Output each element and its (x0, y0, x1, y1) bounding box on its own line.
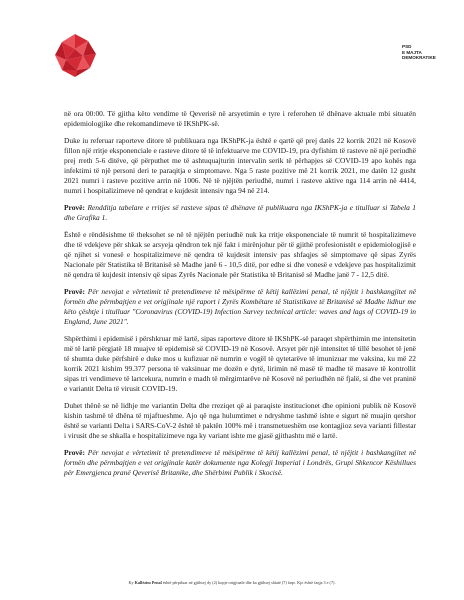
evidence-note-2 (64, 287, 416, 327)
paragraph-4: Shpërthimi i epidemisë i përshkruar më lartë, sipas raporteve ditore të IKShPK-së paraqet shpërthimin me intensitetin më të lartë përgjatë 18 muajve të epidemisë së COVID-19 në Kosovë. Arsyet për një intensitet të tillë besohet të jenë të shumta duke përfshirë e duke mos u kufizuar në numrin e vogël të qytetarëve të imunizuar me vaksina, ku më 22 korrik 2021 kishim 99.377 persona të vaksinuar me dozën e dytë, lirimin në masë të madhe të masave të kontrollit sipas tri vendimeve të lartcekura, numrin e madh të mërgimtarëve në Kosovë në periudhën në fjalë, si dhe vet praninë e variantit Delta të virusit COVID-19. (64, 334, 416, 393)
party-name-line-2: E MAJTA (402, 49, 422, 55)
party-name-line-1: PSD (402, 44, 412, 49)
party-name-line-3: DEMOKRATIKE (402, 55, 436, 61)
paragraph-1: në ora 00:00. Të gjitha këto vendime të Qeverisë në arsyetimin e tyre i referohen të dhënave aktuale mbi situatën epidemiologjike dhe rekomandimeve të IKShPK-së. (64, 109, 416, 128)
evidence-text: Për nevojat e vërtetimit të pretendimeve të mësipërme të këtij kallëzimi penal, të njëjtit i bashkangjitet në formën dhe përmbajtjen e vet origjinale katër dokumente nga Kolegji Imperial i Londrës, Grupi Shkencor Këshillues për Emergjenca pranë Qeverisë Britanike, dhe Shërbimi Publik i Skocisë. (64, 448, 416, 477)
footer-suffix: është përpiluar në gjithsej dy (2) kopje origjinale dhe ka gjithsej shtatë (7) faqe. Kjo është faqja 3 e (7). (161, 580, 336, 585)
footer-document-type: Kallëzim Penal (134, 580, 162, 585)
party-name (402, 44, 436, 61)
evidence-label: Provë: (64, 448, 85, 457)
paragraph-2: Duke iu referuar raporteve ditore të publikuara nga IKShPK-ja është e qartë që prej datës 22 korrik 2021 në Kosovë fillon një rritje eksponenciale e rasteve ditore të të infektuarve me COVID-19, pra dyfishim të rasteve në një periudhë prej rreth 5-6 ditëve, që përputhet me të ashtuquajturin intervalin serik të përhapjes së COVID-19 apo kohës nga infektimi të një personi deri te paraqitja e simptomave. Nga 5 raste pozitive më 21 korrik 2021, me datën 12 gusht 2021 numri i rasteve pozitive arrin në 1006. Në të njëjtën periudhë, numri i rasteve aktive nga 114 arrin në 4414, numri i hospitalizimeve në qendrat e kujdesit intensiv nga 94 në 214. (64, 136, 416, 195)
evidence-note-1 (64, 203, 416, 223)
evidence-label: Provë: (64, 287, 85, 296)
evidence-label: Provë: (64, 203, 85, 212)
footer-prefix: Ky (128, 580, 135, 585)
document-body (64, 109, 416, 485)
evidence-note-3 (64, 448, 416, 478)
paragraph-3: Është e rëndësishme të theksohet se në të njëjtën periudhë nuk ka rritje eksponenciale të numrit të hospitalizimeve dhe të vdekjeve për shkak se arsyeja qëndron tek një fakt i mirënjohur për të gjithë profesionistët e epidemiologjisë e që njihet si vonesë e hospitalizimeve në qendra të kujdesit intensiv pas shfaqjes së simptomave që sipas Zyrës Nacionale për Statistika të Britanisë së Madhe janë 6 - 10,5 ditë, por edhe si dhe vonesë e vdekjeve pas hospitalizimit në qendra të kujdesit intensiv që sipas Zyrës Nacionale për Statistika të Britanisë së Madhe janë 7 - 12,5 ditë. (64, 230, 416, 279)
paragraph-5: Duhet thënë se në lidhje me variantin Delta dhe rreziqet që ai paraqiste institucionet dhe opinioni publik në Kosovë kishin tashmë të dhëna të mjaftueshme. Ajo që nga hulumtimet e ndryshme tashmë ishte e sigurt në muajin qershor është se varianti Delta i SARS-CoV-2 është të paktën 100% më i transmetueshëm ose kontagjioz seva varianti fillestar i virusit dhe se shkalla e hospitalizimeve nga ky variant ishte me gjasë gjithashtu më e lartë. (64, 401, 416, 440)
evidence-text: Për nevojat e vërtetimit të pretendimeve të mësipërme të këtij kallëzimi penal, të njëjtit i bashkangjitet në formën dhe përmbajtjen e vet origjinale një raport i Zyrës Kombëtare të Statistikave të Britanisë së Madhe lidhur me këto çështje i titulluar "Coronavirus (COVID-19) Infection Survey technical article: waves and lags of COVID-19 in England, June 2021". (64, 287, 416, 326)
page-footer (0, 580, 464, 585)
evidence-text: Rendditja tabelare e rritjes së rasteve sipas të dhënave të publikuara nga IKShPK-ja e titulluar si Tabela 1 dhe Grafika 1. (64, 203, 417, 222)
party-logo-icon (52, 32, 98, 78)
